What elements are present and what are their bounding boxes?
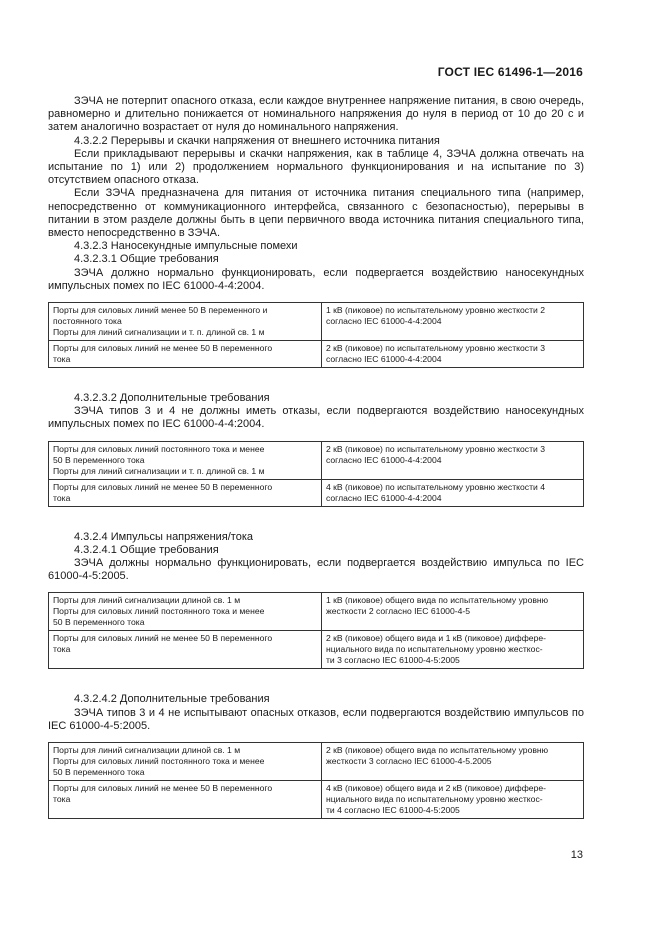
table-surge-additional — [48, 742, 584, 819]
heading-4-3-2-4-2: 4.3.2.4.2 Дополнительные требования — [74, 693, 270, 706]
table-row — [49, 593, 584, 631]
heading-4-3-2-3-2: 4.3.2.3.2 Дополнительные требования — [74, 392, 270, 405]
heading-4-3-2-4-1: 4.3.2.4.1 Общие требования — [74, 543, 219, 556]
heading-4-3-2-3-1: 4.3.2.3.1 Общие требования — [74, 253, 219, 266]
table-cell: 2 кВ (пиковое) общего вида и 1 кВ (пиковое) диффере- нциального вида по испытательному уровню жесткос- ти 3 согласно IEC 61000-4-5:2005 — [322, 631, 584, 669]
table-cell: Порты для силовых линий не менее 50 В переменного тока — [49, 341, 322, 368]
heading-4-3-2-2: 4.3.2.2 Перерывы и скачки напряжения от внешнего источника питания — [74, 134, 440, 147]
table-cell: 1 кВ (пиковое) общего вида по испытательному уровню жесткости 2 согласно IEC 61000-4-5 — [322, 593, 584, 631]
paragraph-burst-additional: ЗЭЧА типов 3 и 4 не должны иметь отказы, если подвергаются воздействию наносекундных импульсных помех по IEC 61000-4-4:2004. — [48, 405, 584, 431]
page-number: 13 — [570, 849, 583, 861]
paragraph-surge-general: ЗЭЧА должны нормально функционировать, если подвергается воздействию импульса по IEC 61000-4-5:2005. — [48, 557, 584, 583]
table-row — [49, 441, 584, 479]
paragraph-interruptions: Если прикладывают перерывы и скачки напряжения, как в таблице 4, ЗЭЧА должна отвечать на испытание по 1) или 2) продолжением нормального функционирования и на испытание по 3) отсутствием опасного отказа. — [48, 147, 584, 187]
table-row — [49, 781, 584, 819]
heading-4-3-2-3: 4.3.2.3 Наносекундные импульсные помехи — [74, 240, 298, 253]
table-cell: 2 кВ (пиковое) по испытательному уровню жесткости 3 согласно IEC 61000-4-4:2004 — [322, 441, 584, 479]
table-cell: Порты для силовых линий не менее 50 В переменного тока — [49, 781, 322, 819]
table-cell: Порты для силовых линий менее 50 В переменного и постоянного тока Порты для линий сигнализации и т. п. длиной св. 1 м — [49, 303, 322, 341]
table-cell: 4 кВ (пиковое) по испытательному уровню жесткости 4 согласно IEC 61000-4-4:2004 — [322, 479, 584, 506]
table-burst-additional — [48, 441, 584, 507]
table-cell: Порты для силовых линий постоянного тока и менее 50 В переменного тока Порты для линий сигнализации и т. п. длиной св. 1 м — [49, 441, 322, 479]
paragraph-special-supply: Если ЗЭЧА предназначена для питания от источника питания специального типа (например, непосредственно от коммуникационного интерфейса, связанного с безопасностью), перерывы в питании в этом разделе должны быть в цепи первичного ввода источника питания специального типа, вместо непосредственно в ЗЭЧА. — [48, 187, 584, 240]
table-row — [49, 341, 584, 368]
table-surge-general — [48, 592, 584, 669]
page-content — [48, 95, 584, 819]
table-cell: 2 кВ (пиковое) общего вида по испытательному уровню жесткости 3 согласно IEC 61000-4-5.2005 — [322, 743, 584, 781]
document-id-header: ГОСТ IEC 61496-1—2016 — [437, 65, 583, 79]
table-cell: Порты для силовых линий не менее 50 В переменного тока — [49, 631, 322, 669]
paragraph-surge-additional: ЗЭЧА типов 3 и 4 не испытывают опасных отказов, если подвергаются воздействию импульсов по IEC 61000-4-5:2005. — [48, 706, 584, 732]
table-cell: 4 кВ (пиковое) общего вида и 2 кВ (пиковое) диффере- нциального вида по испытательному уровню жесткос- ти 4 согласно IEC 61000-4-5:2005 — [322, 781, 584, 819]
table-cell: 1 кВ (пиковое) по испытательному уровню жесткости 2 согласно IEC 61000-4-4:2004 — [322, 303, 584, 341]
paragraph-burst-general: ЗЭЧА должно нормально функционировать, если подвергается воздействию наносекундных импульсных помех по IEC 61000-4-4:2004. — [48, 266, 584, 292]
table-row — [49, 743, 584, 781]
table-cell: Порты для линий сигнализации длиной св. 1 м Порты для силовых линий постоянного тока и менее 50 В переменного тока — [49, 593, 322, 631]
paragraph-power-drop: ЗЭЧА не потерпит опасного отказа, если каждое внутреннее напряжение питания, в свою очередь, равномерно и длительно понижается от номинального напряжения до нуля в период от 10 до 20 с и затем аналогично возрастает от нуля до номинального напряжения. — [48, 95, 584, 134]
table-cell: Порты для силовых линий не менее 50 В переменного тока — [49, 479, 322, 506]
table-row — [49, 303, 584, 341]
table-burst-general — [48, 302, 584, 368]
table-row — [49, 479, 584, 506]
table-row — [49, 631, 584, 669]
table-cell: 2 кВ (пиковое) по испытательному уровню жесткости 3 согласно IEC 61000-4-4:2004 — [322, 341, 584, 368]
heading-4-3-2-4: 4.3.2.4 Импульсы напряжения/тока — [74, 530, 254, 543]
table-cell: Порты для линий сигнализации длиной св. 1 м Порты для силовых линий постоянного тока и менее 50 В переменного тока — [49, 743, 322, 781]
